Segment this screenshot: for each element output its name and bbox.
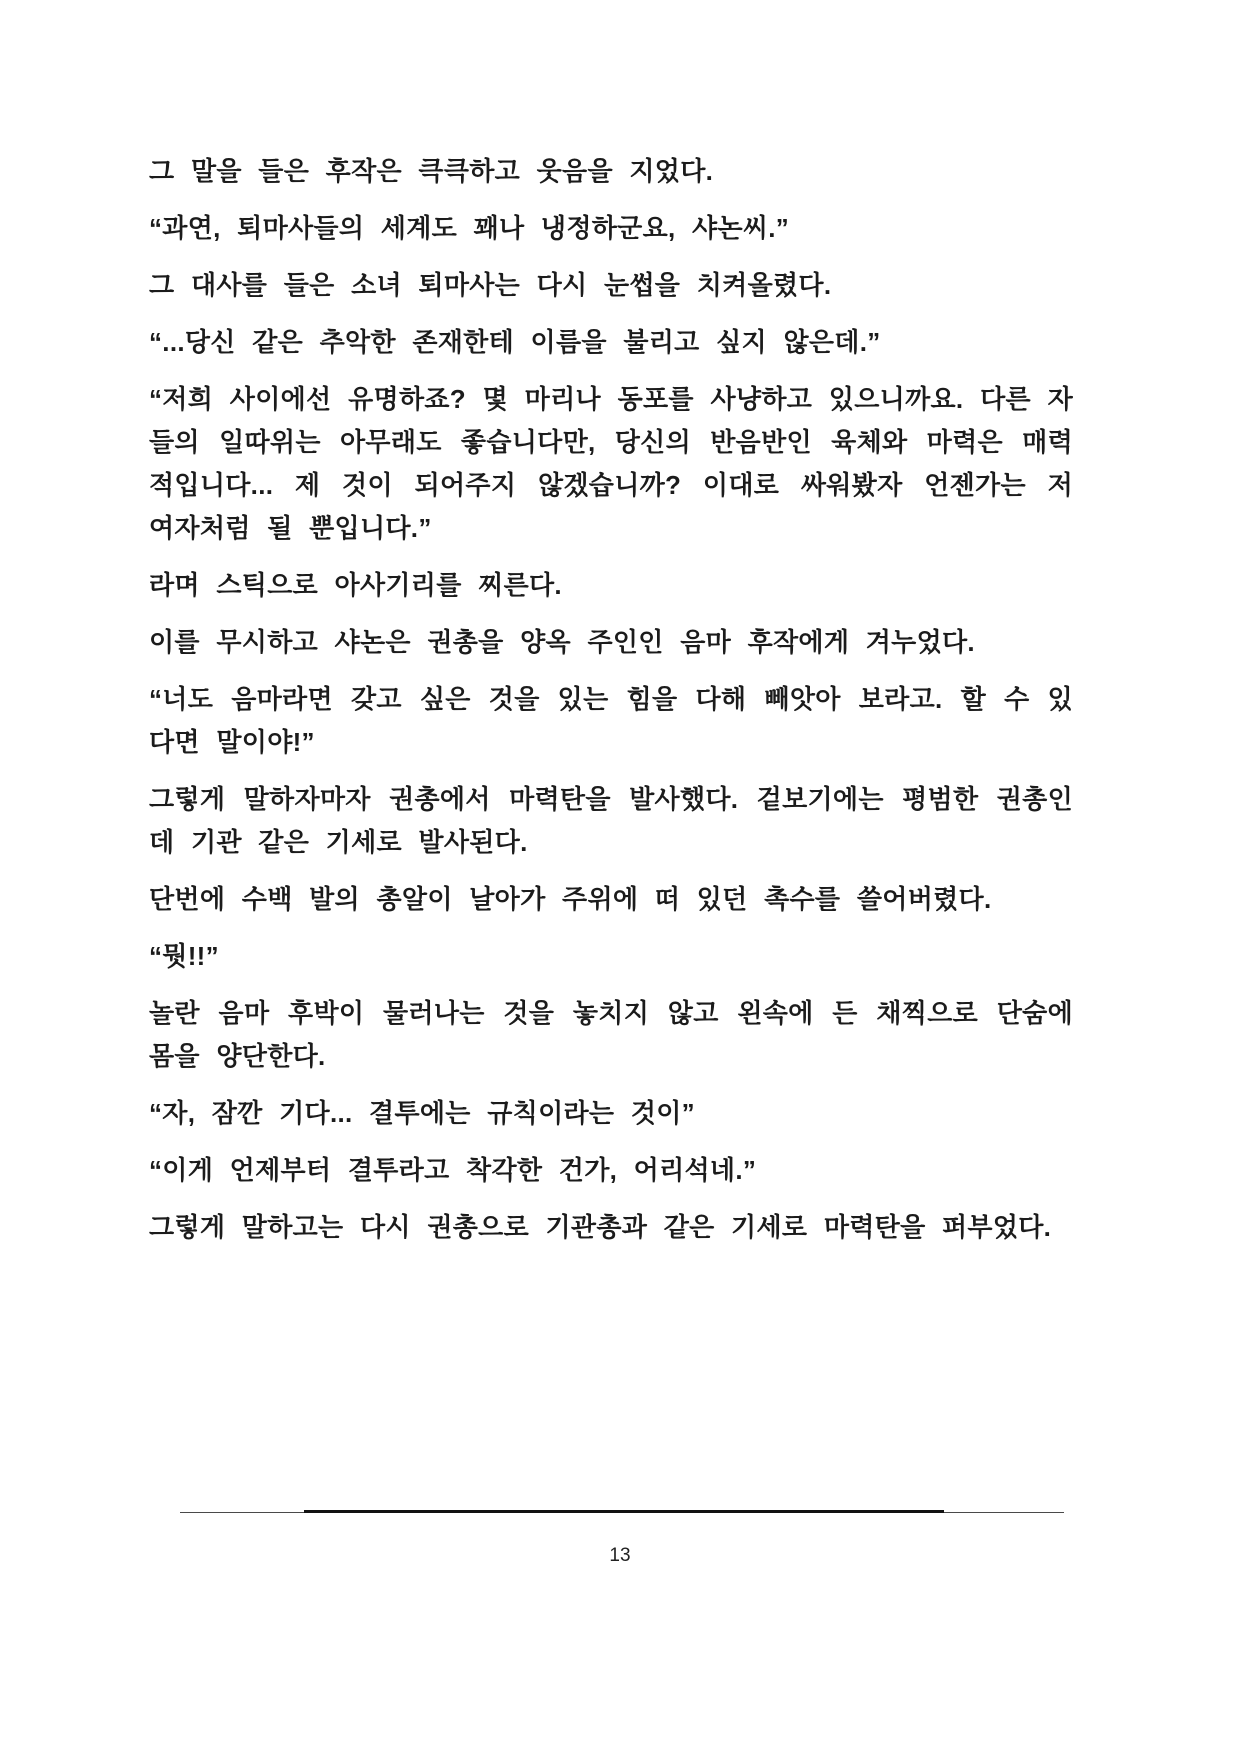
paragraph: “뭣!!” [149, 941, 219, 971]
paragraph: “과연, 퇴마사들의 세계도 꽤나 냉정하군요, 샤논씨.” [149, 213, 790, 243]
paragraph: 그렇게 말하고는 다시 권총으로 기관총과 같은 기세로 마력탄을 퍼부었다. [149, 1212, 1052, 1242]
paragraph: 그 대사를 들은 소녀 퇴마사는 다시 눈썹을 치켜올렸다. [149, 270, 832, 300]
page-text [149, 150, 1073, 1263]
paragraph: 그 말을 들은 후작은 큭큭하고 웃음을 지었다. [149, 156, 714, 186]
paragraph: 그렇게 말하자마자 권총에서 마력탄을 발사했다. 겉보기에는 평범한 권총인데 기관 같은 기세로 발사된다. [149, 784, 1073, 857]
paragraph: “저희 사이에선 유명하죠? 몇 마리나 동포를 사냥하고 있으니까요. 다른 자들의 일따위는 아무래도 좋습니다만, 당신의 반음반인 육체와 마력은 매력적입니다... 제 것이 되어주지 않겠습니까? 이대로 싸워봤자 언젠가는 저 여자처럼 될 뿐입니다.” [149, 384, 1073, 543]
paragraph: “자, 잠깐 기다... 결투에는 규칙이라는 것이” [149, 1098, 695, 1128]
paragraph: 놀란 음마 후박이 물러나는 것을 놓치지 않고 왼속에 든 채찍으로 단숨에 몸을 양단한다. [149, 998, 1073, 1071]
paragraph: 라며 스틱으로 아사기리를 찌른다. [149, 570, 562, 600]
page-number: 13 [609, 1545, 631, 1566]
footer-separator-line-thick [304, 1510, 944, 1513]
paragraph: 이를 무시하고 샤논은 권총을 양옥 주인인 음마 후작에게 겨누었다. [149, 627, 975, 657]
paragraph: “이게 언제부터 결투라고 착각한 건가, 어리석네.” [149, 1155, 757, 1185]
paragraph: 단번에 수백 발의 총알이 날아가 주위에 떠 있던 촉수를 쓸어버렸다. [149, 884, 992, 914]
paragraph: “...당신 같은 추악한 존재한테 이름을 불리고 싶지 않은데.” [149, 327, 881, 357]
paragraph: “너도 음마라면 갖고 싶은 것을 있는 힘을 다해 빼앗아 보라고. 할 수 있다면 말이야!” [149, 684, 1073, 757]
